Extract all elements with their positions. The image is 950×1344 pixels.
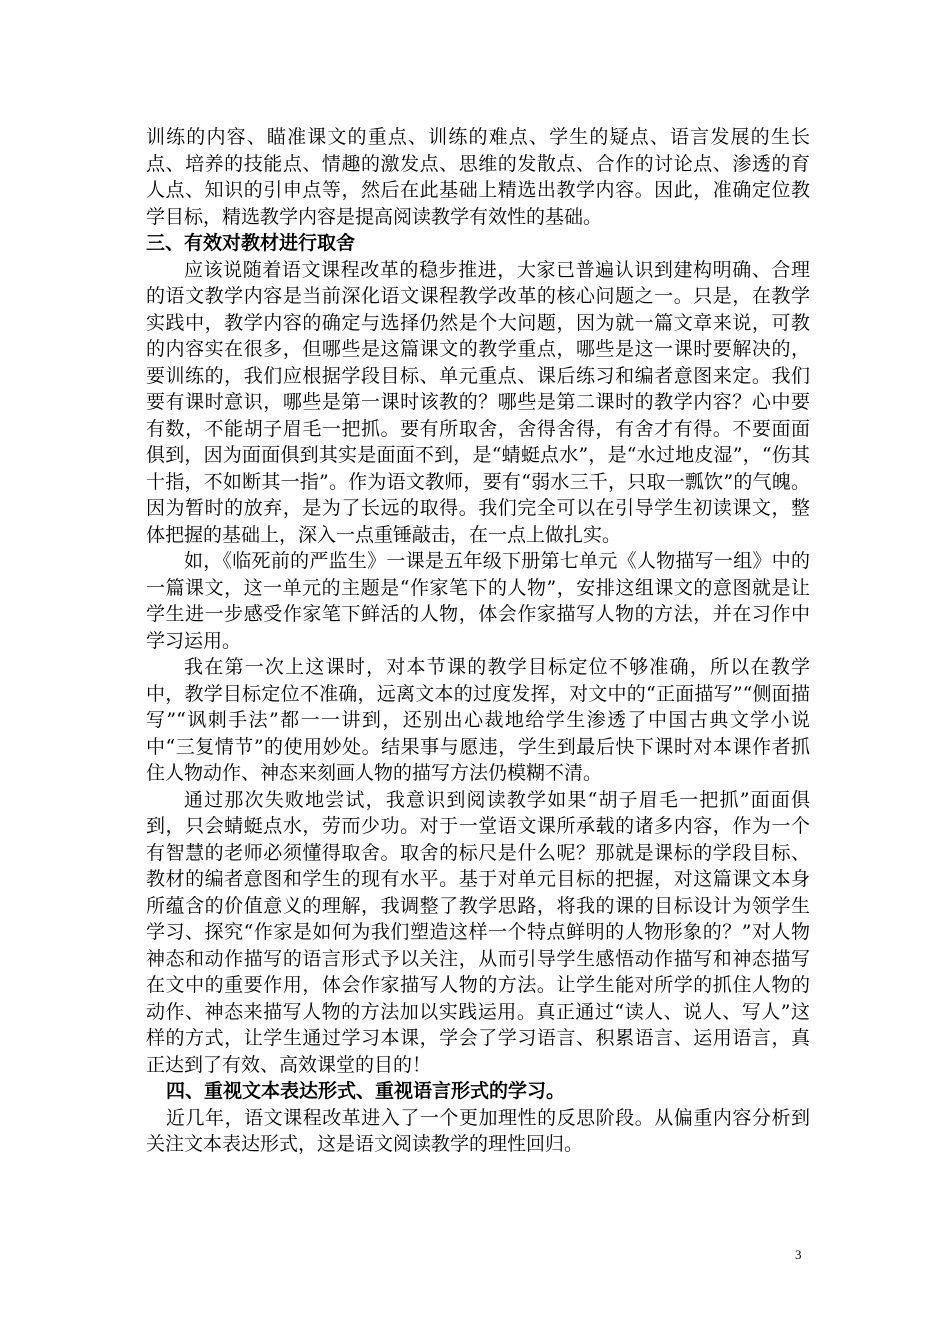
page-number: 3 [795, 1247, 802, 1262]
paragraph-3-1: 应该说随着语文课程改革的稳步推进，大家已普遍认识到建构明确、合理的语文教学内容是当前深化语文课程教学改革的核心问题之一。只是，在教学实践中，教学内容的确定与选择仍然是个大问题，因为就一篇文章来说，可教的内容实在很多，但哪些是这篇课文的教学重点，哪些是这一课时要解决的，要训练的，我们应根据学段目标、单元重点、课后练习和编者意图来定。我们要有课时意识，哪些是第一课时该教的？哪些是第二课时的教学内容？心中要有数，不能胡子眉毛一把抓。要有所取舍，舍得舍得，有舍才有得。不要面面俱到，因为面面俱到其实是面面不到，是“蜻蜓点水”，是“水过地皮湿”，“伤其十指，不如断其一指”。作为语文教师，要有“弱水三千，只取一瓢饮”的气魄。因为暂时的放弃，是为了长远的取得。我们完全可以在引导学生初读课文，整体把握的基础上，深入一点重锤敲击，在一点上做扎实。 [146, 258, 810, 546]
document-body [146, 124, 810, 1158]
section-heading-4: 四、重视文本表达形式、重视语言形式的学习。 [166, 1080, 566, 1102]
paragraph-4-1: 近几年，语文课程改革进入了一个更加理性的反思阶段。从偏重内容分析到关注文本表达形式，这是语文阅读教学的理性回归。 [146, 1106, 810, 1155]
section-heading-3: 三、有效对教材进行取舍 [146, 232, 356, 254]
paragraph-intro: 训练的内容、瞄准课文的重点、训练的难点、学生的疑点、语言发展的生长点、培养的技能点、情趣的激发点、思维的发散点、合作的讨论点、渗透的育人点、知识的引申点等，然后在此基础上精选出教学内容。因此，准确定位教学目标，精选教学内容是提高阅读教学有效性的基础。 [146, 126, 810, 228]
paragraph-3-3: 我在第一次上这课时，对本节课的教学目标定位不够准确，所以在教学中，教学目标定位不准确，远离文本的过度发挥，对文中的“正面描写”“侧面描写”“讽刺手法”都一一讲到，还别出心裁地给学生渗透了中国古典文学小说中“三复情节”的使用妙处。结果事与愿违，学生到最后快下课时对本课作者抓住人物动作、神态来刻画人物的描写方法仍模糊不清。 [146, 656, 810, 784]
paragraph-3-2: 如，《临死前的严监生》一课是五年级下册第七单元《人物描写一组》中的一篇课文，这一单元的主题是“作家笔下的人物”，安排这组课文的意图就是让学生进一步感受作家笔下鲜活的人物，体会作家描写人物的方法，并在习作中学习运用。 [146, 550, 810, 652]
paragraph-3-4: 通过那次失败地尝试，我意识到阅读教学如果“胡子眉毛一把抓”面面俱到，只会蜻蜓点水，劳而少功。对于一堂语文课所承载的诸多内容，作为一个有智慧的老师必须懂得取舍。取舍的标尺是什么呢？那就是课标的学段目标、教材的编者意图和学生的现有水平。基于对单元目标的把握，对这篇课文本身所蕴含的价值意义的理解，我调整了教学思路，将我的课的目标设计为领学生学习、探究“作家是如何为我们塑造这样一个特点鲜明的人物形象的？”对人物神态和动作描写的语言形式予以关注，从而引导学生感悟动作描写和神态描写在文中的重要作用，体会作家描写人物的方法。让学生能对所学的抓住人物的动作、神态来描写人物的方法加以实践运用。真正通过“读人、说人、写人”这样的方式，让学生通过学习本课，学会了学习语言、积累语言、运用语言，真正达到了有效、高效课堂的目的！ [146, 788, 810, 1076]
